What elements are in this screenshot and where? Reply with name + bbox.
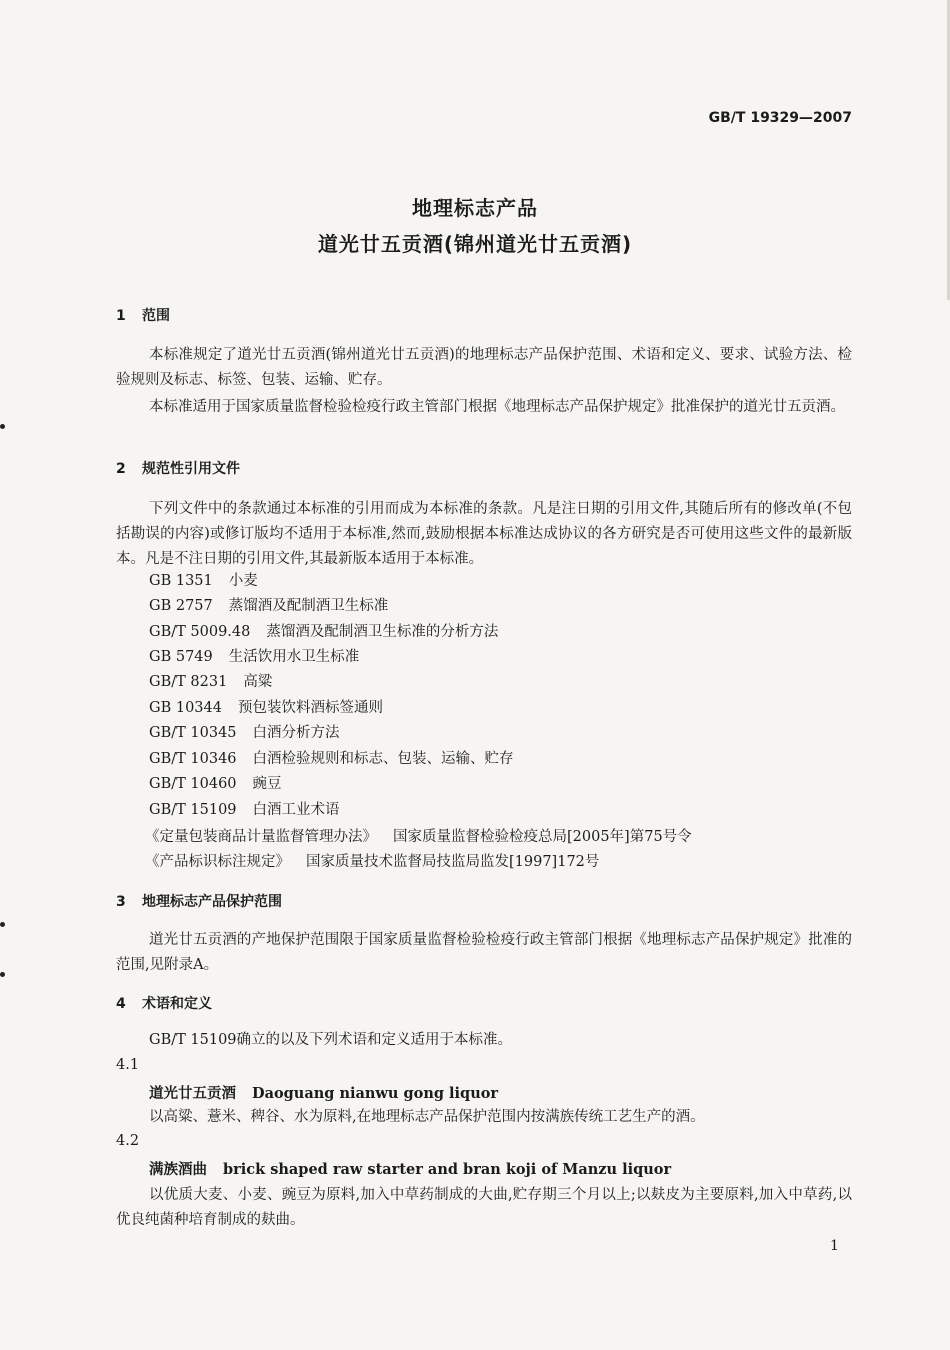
reference-name: 白酒分析方法 — [252, 725, 340, 741]
reference-item — [149, 723, 340, 743]
reference-item — [149, 774, 282, 794]
term-chinese: 满族酒曲 — [149, 1161, 207, 1178]
reference-name: 高粱 — [243, 674, 273, 690]
reference-item — [149, 596, 388, 616]
page-number: 1 — [830, 1238, 839, 1254]
term-definition: 以高粱、薏米、稗谷、水为原料,在地理标志产品保护范围内按满族传统工艺生产的酒。 — [149, 1109, 705, 1125]
section-title: 范围 — [142, 308, 170, 324]
reference-code: GB 2757 — [149, 598, 213, 614]
section-number: 2 — [116, 461, 126, 477]
paragraph: 下列文件中的条款通过本标准的引用而成为本标准的条款。凡是注日期的引用文件,其随后所有的修改单(不包括勘误的内容)或修订版均不适用于本标准,然而,鼓励根据本标准达成协议的各方研究是否可使用这些文件的最新版本。凡是不注日期的引用文件,其最新版本适用于本标准。 — [116, 501, 852, 567]
reference-code: GB/T 5009.48 — [149, 624, 251, 640]
reference-code: GB 5749 — [149, 649, 213, 665]
term-english: Daoguang nianwu gong liquor — [252, 1085, 499, 1102]
document-title-line2: 道光廿五贡酒(锦州道光廿五贡酒) — [317, 232, 633, 256]
section-heading — [116, 993, 212, 1013]
subsection-number: 4.2 — [116, 1133, 140, 1149]
reference-name: 国家质量技术监督局技监局监发[1997]172号 — [306, 854, 600, 870]
reference-code: 《产品标识标注规定》 — [145, 854, 290, 870]
reference-name: 预包装饮料酒标签通则 — [237, 700, 383, 716]
reference-name: 白酒工业术语 — [252, 802, 340, 818]
term-definition: 以优质大麦、小麦、豌豆为原料,加入中草药制成的大曲,贮存期三个月以上;以麸皮为主要原料,加入中草药,以优良纯菌种培育制成的麸曲。 — [116, 1187, 852, 1228]
reference-item — [149, 622, 498, 642]
reference-code: GB 1351 — [149, 573, 213, 589]
reference-code: GB/T 10346 — [149, 751, 237, 767]
reference-item — [149, 672, 272, 692]
reference-item — [149, 698, 383, 718]
document-title-line1: 地理标志产品 — [412, 196, 538, 220]
reference-code: GB/T 8231 — [149, 674, 228, 690]
section-title: 地理标志产品保护范围 — [142, 894, 282, 910]
section-heading — [116, 305, 170, 325]
standard-code: GB/T 19329—2007 — [708, 110, 852, 126]
reference-name: 小麦 — [228, 573, 258, 589]
paragraph: 道光廿五贡酒的产地保护范围限于国家质量监督检验检疫行政主管部门根据《地理标志产品保护规定》批准的范围,见附录A。 — [116, 932, 852, 973]
section-number: 3 — [116, 894, 126, 910]
reference-code: GB/T 15109 — [149, 802, 237, 818]
paragraph: 本标准适用于国家质量监督检验检疫行政主管部门根据《地理标志产品保护规定》批准保护的道光廿五贡酒。 — [149, 399, 845, 415]
reference-code: 《定量包装商品计量监督管理办法》 — [145, 829, 377, 845]
reference-name: 生活饮用水卫生标准 — [228, 649, 360, 665]
reference-item — [149, 571, 258, 591]
reference-code: GB/T 10460 — [149, 776, 237, 792]
term-entry — [149, 1082, 498, 1103]
paragraph: GB/T 15109确立的以及下列术语和定义适用于本标准。 — [149, 1032, 513, 1048]
scan-mark — [0, 972, 5, 977]
section-number: 4 — [116, 996, 126, 1012]
section-title: 规范性引用文件 — [142, 461, 240, 477]
scan-mark — [0, 424, 5, 429]
section-number: 1 — [116, 308, 126, 324]
subsection-number: 4.1 — [116, 1057, 140, 1073]
reference-item — [149, 647, 359, 667]
reference-item — [145, 852, 599, 872]
section-heading — [116, 891, 282, 911]
paragraph: 本标准规定了道光廿五贡酒(锦州道光廿五贡酒)的地理标志产品保护范围、术语和定义、要求、试验方法、检验规则及标志、标签、包装、运输、贮存。 — [116, 347, 852, 388]
reference-code: GB/T 10345 — [149, 725, 237, 741]
reference-name: 豌豆 — [252, 776, 282, 792]
term-entry — [149, 1158, 671, 1179]
section-title: 术语和定义 — [142, 996, 212, 1012]
reference-code: GB 10344 — [149, 700, 222, 716]
reference-name: 国家质量监督检验检疫总局[2005年]第75号令 — [393, 829, 692, 845]
reference-item — [149, 800, 340, 820]
reference-name: 蒸馏酒及配制酒卫生标准 — [228, 598, 389, 614]
reference-item — [145, 827, 692, 847]
reference-item — [149, 749, 514, 769]
section-heading — [116, 458, 240, 478]
term-english: brick shaped raw starter and bran koji of Manzu liquor — [223, 1161, 672, 1178]
reference-name: 蒸馏酒及配制酒卫生标准的分析方法 — [266, 624, 499, 640]
reference-name: 白酒检验规则和标志、包装、运输、贮存 — [252, 751, 514, 767]
term-chinese: 道光廿五贡酒 — [149, 1085, 236, 1102]
scan-mark — [0, 922, 5, 927]
